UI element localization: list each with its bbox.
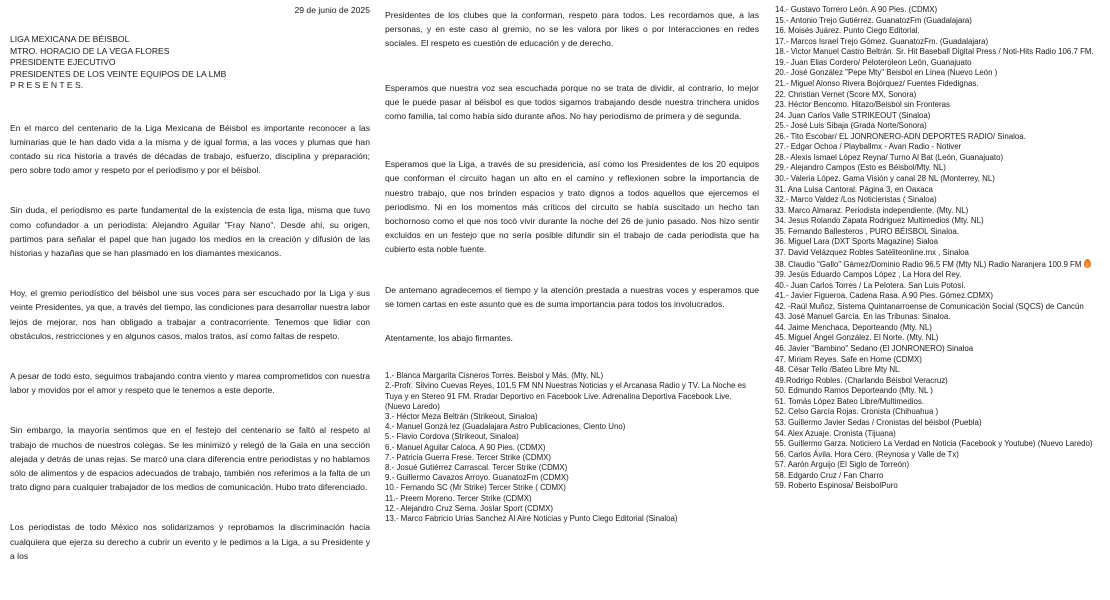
addressee-line: PRESIDENTES DE LOS VEINTE EQUIPOS DE LA LMB bbox=[10, 68, 227, 79]
paragraph-gremio: Hoy, el gremio periodístico del béisbol une sus voces para ser escuchado por la Liga y sus veinte Presidentes, ya que, a través del tiempo, las condiciones para desarrollar nuestra labor lejos de mejorar, nos han obligado a trabajar a contracorriente. Tenemos que lidiar con obstáculos, restricciones y en algunos casos, malos tratos, así como faltas de respeto. bbox=[10, 288, 370, 341]
paragraph-respeto: Presidentes de los clubes que la conforman, respeto para todos. Les recordamos que, a las personas, y en este caso al gremio, no se les valora por likes o por Interacciones en redes sociales. El respeto es cuestión de educación y de derecho. bbox=[385, 10, 759, 49]
signer-entry-text: 38. Claudio "Gallo" Gámez/Dominio Radio 96.5 FM (Mty NL) Radio Naranjera 100.9 FM bbox=[775, 259, 1082, 269]
signers-list-part-1 bbox=[385, 371, 759, 524]
signer-entry: 19.- Juan Elias Cordero/ Peloteroleon León, Guanajuato bbox=[775, 57, 972, 67]
signer-entry: 48. César Tello /Bateo Libre Mty NL bbox=[775, 365, 900, 375]
signer-entry: 52. Celso García Rojas. Cronista (Chihuahua ) bbox=[775, 407, 939, 417]
signer-entry: 16. Moisés Juárez. Punto Ciego Editorial. bbox=[775, 26, 920, 36]
signer-entry: 54. Alex Azuaje. Cronista (Tijuana) bbox=[775, 428, 896, 438]
signer-entry: 15.- Antonio Trejo Gutiérrez. GuanatozFm (Guadalajara) bbox=[775, 15, 972, 25]
addressee-block bbox=[10, 34, 370, 92]
signer-entry: 46. Javier "Bambino" Sedano (El JONRONERO) Sinaloa bbox=[775, 344, 974, 353]
signer-entry: 1.- Blanca Margarita Cisneros Torres. Beisbol y Más. (Mty, NL) bbox=[385, 371, 604, 381]
letter-column-1 bbox=[10, 0, 370, 563]
signer-entry: 37. David Velázquez Robles Satéliteonline.mx , Sinaloa bbox=[775, 247, 969, 257]
signer-entry: 42. -Raúl Muñoz, Sistema Quintanarroense de Comunicación Social (SQCS) de Cancún bbox=[775, 301, 1084, 311]
addressee-line: LIGA MEXICANA DE BÉISBOL bbox=[10, 34, 130, 44]
paragraph-solidarizamos: Los periodistas de todo México nos solidarizamos y reprobamos la discriminación hacia cualquiera que ejerza su derecho a cubrir un evento y le pedimos a la Liga, a su Presidente y a los bbox=[10, 522, 370, 561]
signer-entry: 40.- Juan Carlos Torres / La Pelotera. San Luis Potosí. bbox=[775, 280, 966, 290]
signer-entry: 43. José Manuel García. En las Tribunas. Sinaloa. bbox=[775, 312, 951, 322]
signer-entry: 55. Guillermo Garza. Noticiero La Verdad en Noticia (Facebook y Youtube) (Nuevo Laredo) bbox=[775, 439, 1093, 449]
signer-entry: 17.- Marcos Israel Trejo Gómez. GuanatozFm. (Guadalajara) bbox=[775, 36, 989, 46]
signer-entry: 53. Guillermo Javier Sedas / Cronistas del béisbol (Puebla) bbox=[775, 417, 982, 427]
signer-entry: 12.- Alejandro Cruz Serna. Joslar Sport (CDMX) bbox=[385, 503, 553, 513]
signer-entry: 33. Marco Almaraz. Periodista independiente. (Mty. NL) bbox=[775, 205, 969, 215]
signer-entry: 51. Tomás López Bateo Libre/Multimedios. bbox=[775, 396, 924, 406]
signer-entry: 49.Rodrigo Robles. (Charlando Béisbol Veracruz) bbox=[775, 375, 948, 385]
signer-entry: 31. Ana Luisa Cantoral. Página 3, en Oaxaca bbox=[775, 184, 933, 194]
signer-entry: 10.- Fernando SC (Mr Strike) Tercer Strike ( CDMX) bbox=[385, 483, 566, 493]
signer-entry: 41.- Javier Figueroa. Cadena Rasa. A 90 Pies. Gómez.CDMX) bbox=[775, 291, 993, 301]
paragraph-voz-escuchada: Esperamos que nuestra voz sea escuchada porque no se trata de dividir, al contrario, lo mejor que le puede pasar al béisbol es que todos sigamos trabajando desde nuestra trinchera unidos como familia, tal como había sido durante años. No hay periodismo de primera y de segunda. bbox=[385, 82, 759, 122]
signer-entry: 18.- Victor Manuel Castro Beltrán. Sr. Hit Baseball Digital Press / Noti-Hits Radio 106.7 FM. bbox=[775, 47, 1094, 57]
signer-entry: 14.- Gustavo Torrero León. A 90 Pies. (CDMX) bbox=[775, 5, 938, 14]
addressee-line: PRESIDENTE EJECUTIVO bbox=[10, 57, 116, 67]
signer-entry: 13.- Marco Fabricio Urias Sanchez Al Aire Noticias y Punto Ciego Editorial (Sinaloa) bbox=[385, 514, 678, 524]
signer-entry: 45. Miguel Ángel González. El Norte. (Mty. NL) bbox=[775, 333, 939, 343]
signer-entry: 30.- Valeria López. Gama Visión y canal 28 NL (Monterrey, NL) bbox=[775, 174, 995, 183]
signers-list-part-2 bbox=[775, 5, 1105, 492]
signer-entry: 9.- Guillermo Cavazos Arroyo. GuanatozFm (CDMX) bbox=[385, 473, 569, 483]
signer-entry: 24. Juan Carlos Valle STRIKEOUT (Sinaloa) bbox=[775, 110, 931, 120]
paragraph-atentamente: Atentamente, los abajo firmantes. bbox=[385, 333, 514, 344]
signer-entry: 26.- Tito Escobar/ EL JONRONERO-ADN DEPORTES RADIO/ Sinaloa. bbox=[775, 131, 1026, 141]
signer-entry: 7.- Patricia Guerra Frese. Tercer Strike (CDMX) bbox=[385, 452, 552, 462]
signer-entry: 8.- Josué Gutiérrez Carrascal. Tercer Strike (CDMX) bbox=[385, 463, 568, 473]
signer-entry: 39. Jesús Eduardo Campos López , La Hora del Rey. bbox=[775, 270, 962, 280]
signer-entry: 35. Fernando Ballesteros , PURO BÉISBOL Sinaloa. bbox=[775, 226, 959, 236]
signer-entry: 36. Miguel Lara (DXT Sports Magazine) Sialoa bbox=[775, 237, 939, 247]
fire-emoji-icon bbox=[1084, 259, 1091, 268]
addressee-line: P R E S E N T E S. bbox=[10, 80, 84, 90]
signer-entry: 29.- Alejandro Campos (Esto es Béisbol/Mty. NL) bbox=[775, 163, 946, 173]
letter-column-2 bbox=[385, 0, 759, 524]
signer-entry: 32.- Marco Valdez /Los Noticieristas ( Sinaloa) bbox=[775, 195, 937, 205]
signer-entry: 22. Christian Vernet (Score MX, Sonora) bbox=[775, 89, 917, 99]
paragraph-centenario: En el marco del centenario de la Liga Mexicana de Béisbol es importante reconocer a las luminarias que le han dado vida a la misma y de igual forma, a las voces y plumas que han contado su rica historia a través de décadas de trabajo, esfuerzo, disciplina y preparación; pero sobre todo amor y respeto por el periodismo y por el béisbol. bbox=[10, 122, 370, 176]
signer-entry: 58. Edgardo Cruz / Fan Charro bbox=[775, 470, 884, 480]
paragraph-sin-embargo: Sin embargo, la mayoría sentimos que en el festejo del centenario se faltó al respeto al trabajo de muchos de nuestros colegas. Se les minimizó y relegó de la Gala en una sección alejada y detrás de unas rejas. Se marcó una clara diferencia entre periodistas y no hablamos sólo de alimentos y de espacios adecuados de trabajo, también nos referimos a la falta de un trato digno para cualquier trabajador de los medios de comunicación. Hubo trato diferenciado. bbox=[10, 425, 370, 493]
addressee-line: MTRO. HORACIO DE LA VEGA FLORES bbox=[10, 45, 170, 56]
letter-date: 29 de junio de 2025 bbox=[294, 5, 370, 15]
paragraph-a-pesar: A pesar de todo esto, seguimos trabajando contra viento y marea comprometidos con nuestra labor y movidos por el amor y respeto que le tenemos a este deporte. bbox=[10, 370, 370, 396]
signer-entry: 27.- Edgar Ochoa / Playballmx - Avan Radio - Notiver bbox=[775, 142, 962, 152]
signer-entry-with-icon bbox=[775, 259, 1105, 271]
signer-entry: 28.- Alexis Ismael López Reyna/ Turno Al Bat (León, Guanajuato) bbox=[775, 152, 1004, 162]
paragraph-agradecemos: De antemano agradecemos el tiempo y la atención prestada a nuestras voces y esperamos que se tomen cartas en este asunto que es de suma importancia para todos los involucrados. bbox=[385, 284, 759, 309]
letter-column-3 bbox=[775, 0, 1105, 492]
signer-entry: 59. Roberto Espinosa/ BeisbolPuro bbox=[775, 481, 898, 491]
signer-entry: 47. Miriam Reyes. Safe en Home (CDMX) bbox=[775, 354, 922, 364]
signer-entry: 44. Jaime Menchaca, Deporteando (Mty. NL) bbox=[775, 322, 932, 332]
signer-entry: 4.- Manuel Gonzá lez (Guadalajara Astro Publicaciones, Ciento Uno) bbox=[385, 422, 626, 432]
signer-entry: 50. Edmundo Ramos Deporteando (Mty. NL ) bbox=[775, 386, 933, 396]
signer-entry: 34. Jesus Rolando Zapata Rodriguez Multimedios (Mty. NL) bbox=[775, 216, 984, 226]
signer-entry: 2.-Profr. Silvino Cuevas Reyes, 101.5 FM NN Nuestras Noticias y el Arcanasa Radio y TV. La Noche es Tuya y en Stereo 91 FM. Rradar Deportivo en Facebook Live. Adrenalina Deportiva Facebook Live. (Nuevo Laredo) bbox=[385, 381, 746, 411]
signer-entry: 56. Carlos Ávila. Hora Cero. (Reynosa y Valle de Tx) bbox=[775, 449, 959, 459]
signer-entry: 25.- José Luis Sibaja (Grada Norte/Sonora) bbox=[775, 121, 927, 131]
signer-entry: 20.- José González "Pepe Mty" Beisbol en Línea (Nuevo León ) bbox=[775, 68, 998, 78]
signer-entry: 3.- Héctor Meza Beltrán (Strikeout, Sinaloa) bbox=[385, 412, 538, 422]
signer-entry: 57. Aarón Arguijo (El Siglo de Torreón) bbox=[775, 460, 910, 470]
signer-entry: 5.- Flavio Cordova (Strikeout, Sinaloa) bbox=[385, 432, 519, 442]
signer-entry: 21.- Miguel Alonso Rivera Bojórquez/ Fuentes Fidedignas. bbox=[775, 78, 979, 88]
signer-entry: 11.- Preem Moreno. Tercer Strike (CDMX) bbox=[385, 493, 532, 503]
signer-entry: 6.- Manuel Aguilar Caloca. A 90 Pies. (CDMX) bbox=[385, 442, 546, 452]
signer-entry: 23. Héctor Bencomo. Hitazo/Beisbol sin Fronteras bbox=[775, 100, 950, 110]
paragraph-fray-nano: Sin duda, el periodismo es parte fundamental de la existencia de esta liga, misma que tuvo como cofundador a un periodista: Alejandro Aguilar "Fray Nano". Desde ahí, su origen, partimos para señalar el papel que han jugado los medios en la creación y difusión de las historias y hazañas que se han plasmado en los diamantes mexicanos. bbox=[10, 205, 370, 258]
paragraph-reflexionen: Esperamos que la Liga, a través de su presidencia, así como los Presidentes de los 20 equipos que conforman el circuito hagan un alto en el camino y reflexionen sobre la importancia de nuestro trabajo, que nos brinden espacios y trato dignos a todos aquellos que ejercemos el periodismo. Ni en los momentos más críticos del circuito se había suscitado un hecho tan bochornoso como el que nos tocó vivir durante la noche del 26 de junio pasado. Nos hizo sentir excluidos en un festejo que no sería posible difundir sin el trabajo de cada periodista que ha cubierto esta noble fuente. bbox=[385, 159, 759, 255]
